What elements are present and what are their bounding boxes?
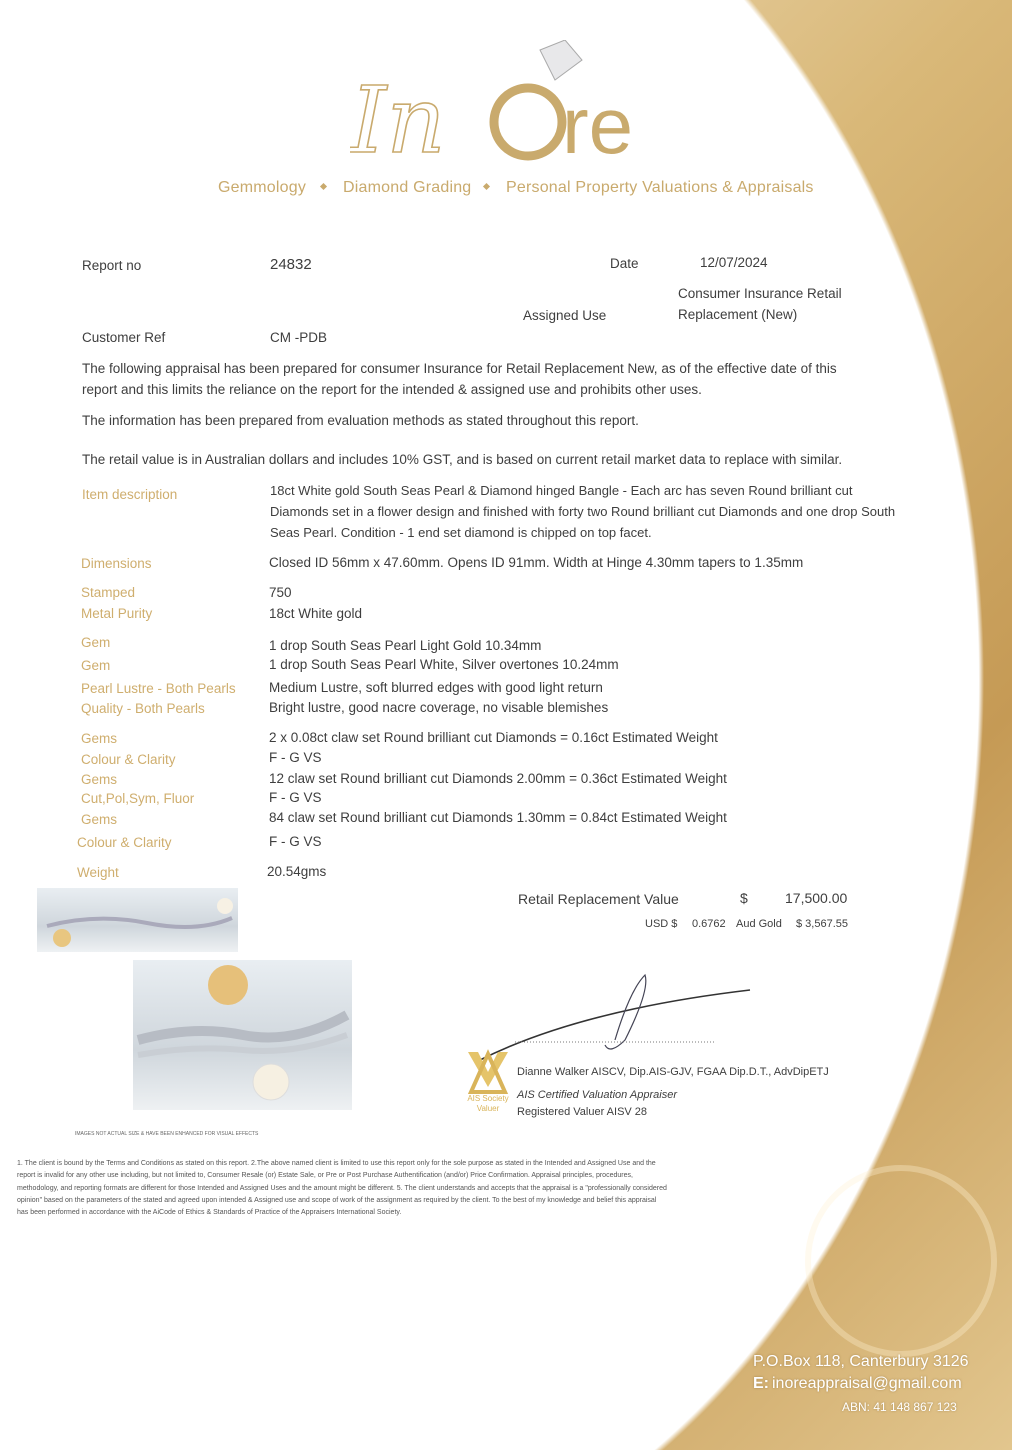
usd-label: USD $ <box>645 918 678 930</box>
intro-p1-line1: The following appraisal has been prepared for consumer Insurance for Retail Replacement New, as of the effective date of this <box>82 361 837 376</box>
intro-p2: The information has been prepared from evaluation methods as stated throughout this report. <box>82 413 639 428</box>
intro-p3: The retail value is in Australian dollars and includes 10% GST, and is based on current retail market data to replace with similar. <box>82 452 843 467</box>
diamond-bullet-icon <box>483 183 490 190</box>
spec-label: Cut,Pol,Sym, Fluor <box>81 791 195 806</box>
images-caption: IMAGES NOT ACTUAL SIZE & HAVE BEEN ENHANCED FOR VISUAL EFFECTS <box>75 1131 259 1137</box>
signatory-registration: Registered Valuer AISV 28 <box>517 1106 648 1118</box>
retail-value-label: Retail Replacement Value <box>518 891 679 907</box>
email-label: E: <box>753 1375 769 1392</box>
spec-value: 1 drop South Seas Pearl Light Gold 10.34mm <box>269 638 542 653</box>
spec-value: 750 <box>269 585 292 600</box>
spec-value: 12 claw set Round brilliant cut Diamonds 2.00mm = 0.36ct Estimated Weight <box>269 771 727 786</box>
aud-gold-label: Aud Gold <box>736 918 782 930</box>
report-no-label: Report no <box>82 258 142 273</box>
usd-rate: 0.6762 <box>692 918 726 930</box>
date-label: Date <box>610 256 639 271</box>
ais-valuer-badge <box>463 1032 513 1094</box>
postal-address: P.O.Box 118, Canterbury 3126 <box>753 1353 969 1370</box>
tagline-gemmology: Gemmology <box>218 179 307 196</box>
customer-ref-label: Customer Ref <box>82 330 166 345</box>
svg-text:re: re <box>562 81 634 170</box>
spec-value: Medium Lustre, soft blurred edges with good light return <box>269 680 603 695</box>
signatory-name: Dianne Walker AISCV, Dip.AIS-GJV, FGAA Dip.D.T., AdvDipETJ <box>517 1066 829 1078</box>
spec-label: Colour & Clarity <box>81 752 176 767</box>
spec-label: Gems <box>81 731 118 746</box>
assigned-use-line1: Consumer Insurance Retail <box>678 286 842 301</box>
spec-value: 20.54gms <box>267 864 327 879</box>
spec-value: F - G VS <box>269 750 322 765</box>
item-description-line: Diamonds set in a flower design and finished with forty two Round brilliant cut Diamonds and one drop South <box>270 504 896 519</box>
spec-value: Closed ID 56mm x 47.60mm. Opens ID 91mm. Width at Hinge 4.30mm tapers to 1.35mm <box>269 555 804 570</box>
bangle-photo-main <box>133 960 352 1110</box>
spec-value: Bright lustre, good nacre coverage, no visable blemishes <box>269 700 609 715</box>
spec-label: Gems <box>81 812 118 827</box>
customer-ref: CM -PDB <box>270 330 327 345</box>
spec-label: Quality - Both Pearls <box>81 701 205 716</box>
email-link[interactable]: inoreappraisal@gmail.com <box>772 1375 962 1392</box>
spec-label: Gems <box>81 772 118 787</box>
spec-label: Dimensions <box>81 556 152 571</box>
date: 12/07/2024 <box>700 255 768 270</box>
item-description-line: 18ct White gold South Seas Pearl & Diamond hinged Bangle - Each arc has seven Round brilliant cut <box>270 483 853 498</box>
diamond-bullet-icon <box>320 183 327 190</box>
item-description-line: Seas Pearl. Condition - 1 end set diamond is chipped on top facet. <box>270 525 652 540</box>
spec-label: Gem <box>81 658 111 673</box>
tagline-valuations: Personal Property Valuations & Appraisals <box>506 179 814 196</box>
assigned-use-line2: Replacement (New) <box>678 307 798 322</box>
report-no: 24832 <box>270 256 312 273</box>
bangle-photo-top <box>37 888 238 952</box>
svg-text:In: In <box>350 67 446 170</box>
inore-logo <box>350 40 680 170</box>
spec-value: 2 x 0.08ct claw set Round brilliant cut Diamonds = 0.16ct Estimated Weight <box>269 730 718 745</box>
spec-label: Stamped <box>81 585 136 600</box>
spec-value: 18ct White gold <box>269 606 363 621</box>
spec-label: Metal Purity <box>81 606 153 621</box>
aud-gold-price: $ 3,567.55 <box>796 918 848 930</box>
spec-value: F - G VS <box>269 834 322 849</box>
spec-value: F - G VS <box>269 790 322 805</box>
retail-value-amount: 17,500.00 <box>785 890 848 906</box>
society-seal-watermark <box>805 1165 997 1357</box>
terms-footnote: 1. The client is bound by the Terms and Conditions as stated on this report. 2.The above named client is limited to use this report only for the sole purpose as stated in the Intended and Assigned Use and the report is invalid for any other use including, but not limited to, Consumer Resale (or) Estate Sale, or Pre or Post Purchase Authentification (and/or) Price Confirmation. Appraisal principles, procedures, methodology, and reporting formats are different for those Intended and Assigned Uses and the amount might be different. 5. The client understands and accepts that the appraisal is a "professionally considered opinion" based on the parameters of the stated and agreed upon intended & Assigned use and scope of work of the assignment as required by the client. To the best of my knowledge and belief this appraisal has been performed in accordance with the AiCode of Ethics & Standards of Practice of the Appraisers International Society. <box>17 1160 667 1217</box>
spec-label: Gem <box>81 635 111 650</box>
spec-value: 84 claw set Round brilliant cut Diamonds 1.30mm = 0.84ct Estimated Weight <box>269 810 727 825</box>
intro-p1-line2: report and this limits the reliance on the report for the intended & assigned use and prohibits other uses. <box>82 382 702 397</box>
signatory-title: AIS Certified Valuation Appraiser <box>517 1089 677 1101</box>
spec-label: Colour & Clarity <box>77 835 172 850</box>
tagline-diamond-grading: Diamond Grading <box>343 179 472 196</box>
assigned-use-label: Assigned Use <box>523 308 607 323</box>
abn: ABN: 41 148 867 123 <box>842 1400 957 1414</box>
currency-symbol: $ <box>740 890 748 906</box>
item-description-label: Item description <box>82 487 178 502</box>
spec-label: Weight <box>77 865 119 880</box>
spec-value: 1 drop South Seas Pearl White, Silver overtones 10.24mm <box>269 657 619 672</box>
spec-label: Pearl Lustre - Both Pearls <box>81 681 236 696</box>
ais-valuer-badge-text: AIS Society Valuer <box>467 1094 509 1113</box>
